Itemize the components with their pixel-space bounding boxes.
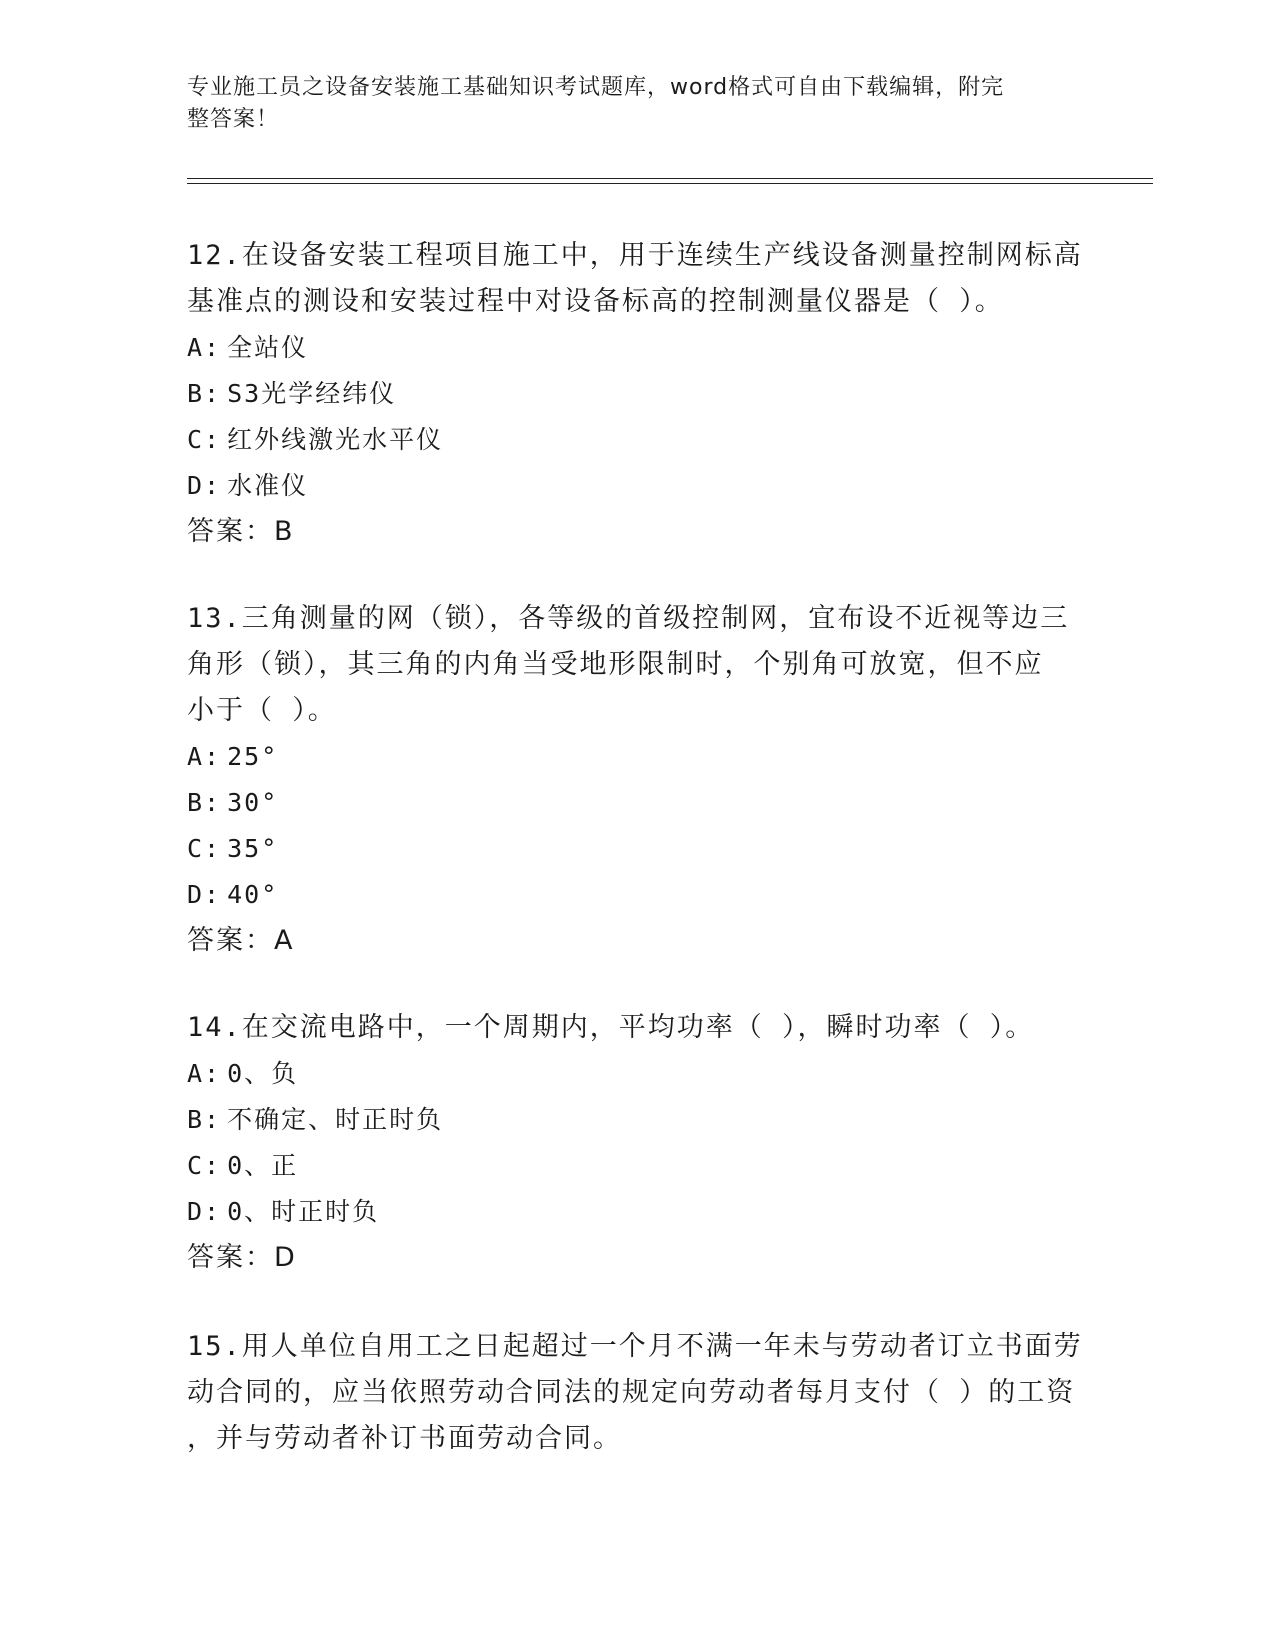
answer: 答案：B [187,516,295,547]
document-header [187,72,1067,136]
option-key: C: [187,1151,222,1180]
question-15 [187,1324,1087,1462]
option-text: 红外线激光水平仪 [227,425,444,454]
answer: 答案：A [187,925,295,956]
option-key: D: [187,471,222,500]
question-stem-line: 14.在交流电路中，一个周期内，平均功率（ ），瞬时功率（ ）。 [187,1012,1035,1043]
option-text: 30° [227,788,279,817]
question-stem-line: 小于（ ）。 [187,695,337,726]
option-a [187,734,1087,780]
option-key: D: [187,1197,222,1226]
option-key: C: [187,834,222,863]
option-d [187,1189,1087,1235]
question-13 [187,596,1087,964]
option-a [187,325,1087,371]
question-12 [187,233,1087,555]
header-line-1: 专业施工员之设备安装施工基础知识考试题库，word格式可自由下载编辑，附完 [187,75,1005,100]
option-key: B: [187,788,222,817]
question-stem-line: 13.三角测量的网（锁），各等级的首级控制网，宜布设不近视等边三 [187,603,1070,634]
option-text: 水准仪 [227,471,309,500]
question-stem-line: 角形（锁），其三角的内角当受地形限制时，个别角可放宽，但不应 [187,649,1044,680]
header-divider-top [187,178,1153,179]
option-text: 40° [227,880,279,909]
question-stem-line: 动合同的，应当依照劳动合同法的规定向劳动者每月支付（ ）的工资 [187,1377,1076,1408]
option-key: A: [187,1059,222,1088]
option-b [187,371,1087,417]
option-c [187,417,1087,463]
option-text: S3光学经纬仪 [227,379,397,408]
option-text: 0、正 [227,1151,299,1180]
option-key: D: [187,880,222,909]
option-d [187,463,1087,509]
option-key: B: [187,1105,222,1134]
question-stem-line: 15.用人单位自用工之日起超过一个月不满一年未与劳动者订立书面劳 [187,1331,1083,1362]
option-c [187,826,1087,872]
option-c [187,1143,1087,1189]
option-a [187,1051,1087,1097]
option-d [187,872,1087,918]
option-text: 35° [227,834,279,863]
option-b [187,780,1087,826]
option-text: 0、时正时负 [227,1197,380,1226]
header-line-2: 整答案！ [187,107,280,132]
option-key: A: [187,742,222,771]
question-stem-line: ，并与劳动者补订书面劳动合同。 [187,1423,622,1454]
option-text: 0、负 [227,1059,299,1088]
option-key: B: [187,379,222,408]
option-text: 25° [227,742,279,771]
answer: 答案：D [187,1242,297,1273]
option-b [187,1097,1087,1143]
option-key: C: [187,425,222,454]
option-key: A: [187,333,222,362]
question-stem-line: 12.在设备安装工程项目施工中，用于连续生产线设备测量控制网标高 [187,240,1083,271]
option-text: 不确定、时正时负 [227,1105,444,1134]
option-text: 全站仪 [227,333,309,362]
question-stem-line: 基准点的测设和安装过程中对设备标高的控制测量仪器是（ ）。 [187,286,1004,317]
question-14 [187,1005,1087,1281]
header-divider-bottom [187,183,1153,184]
